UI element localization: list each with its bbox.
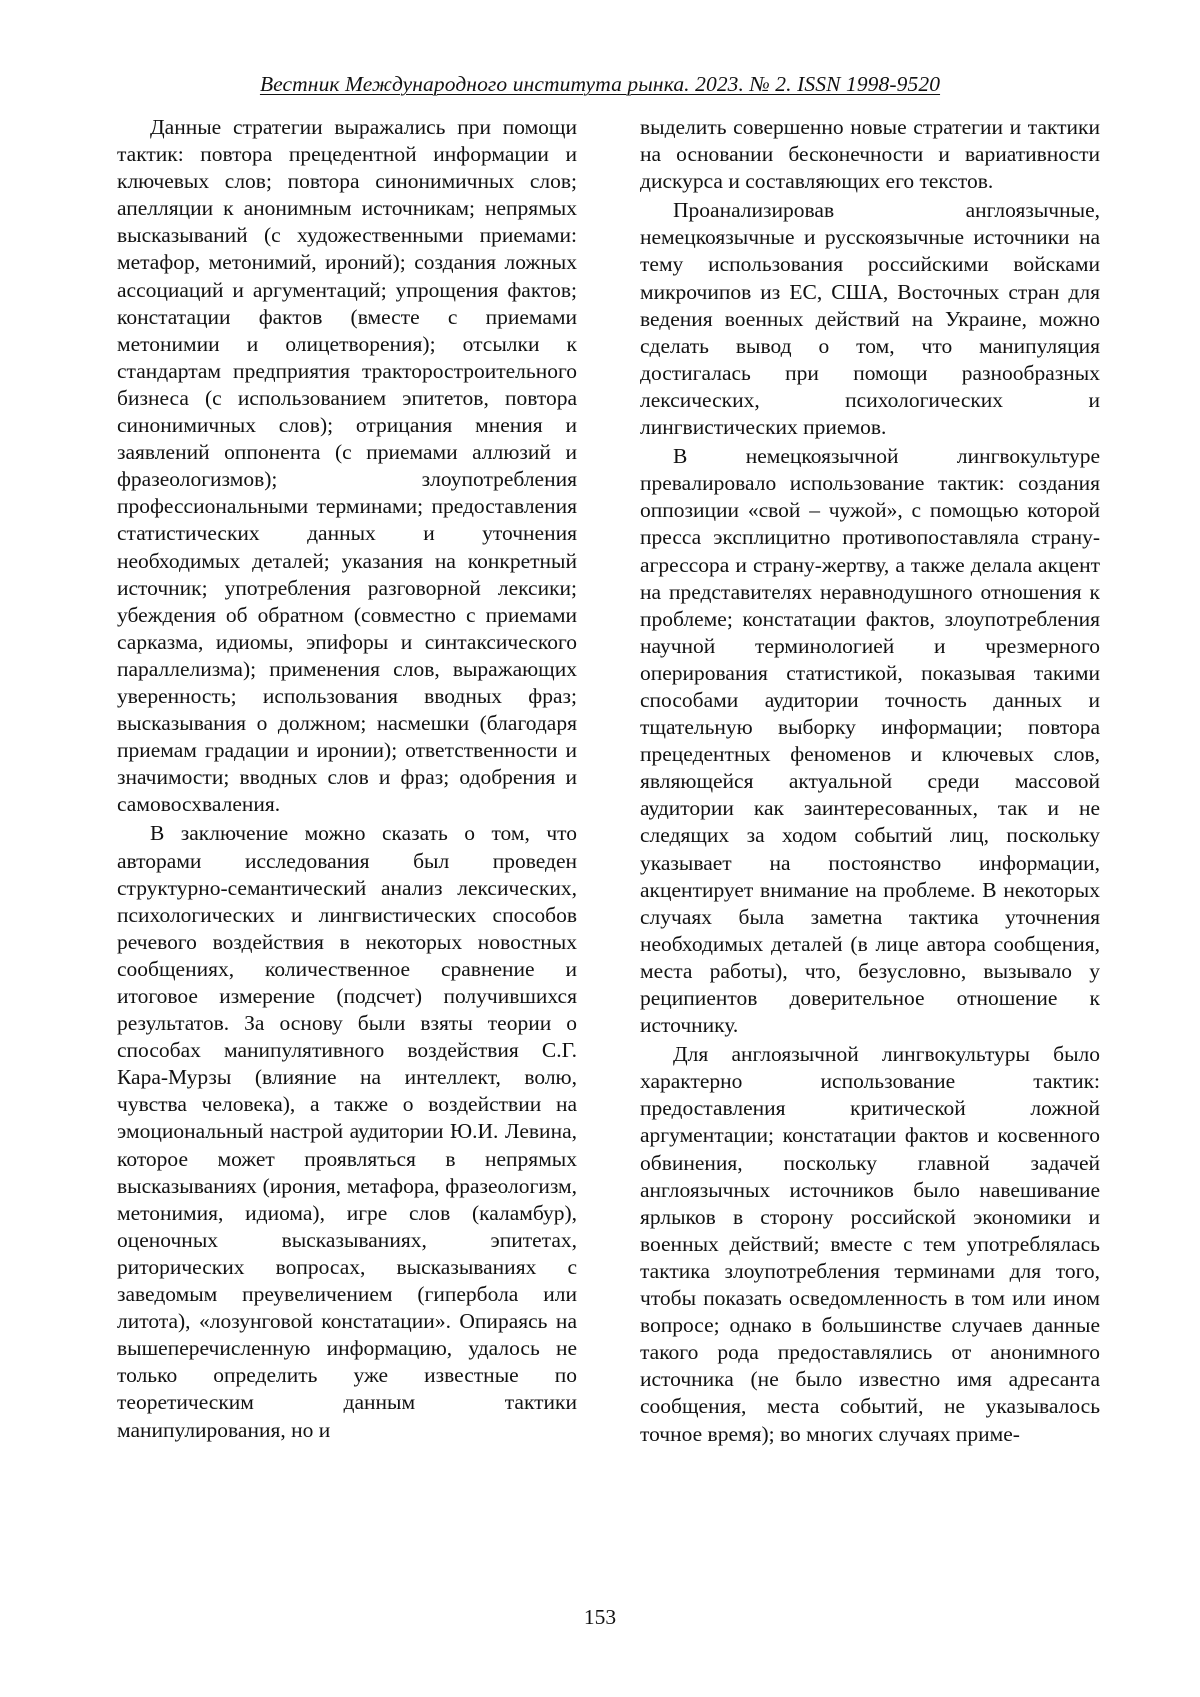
left-column [117,114,577,1446]
paragraph-german-linguoculture: В немецкоязычной лингвокультуре превалировало использование тактик: создания оппозиции «свой – чужой», с помощью которой пресса эксплицитно противопоставляла страну-агрессора и страну-жертву, а также делала акцент на представителях неравнодушного отношения к проблеме; констатации фактов, злоупотребления научной терминологией и чрезмерного оперирования статистикой, показывая такими способами аудитории точность данных и тщательную выборку информации; повтора прецедентных феноменов и ключевых слов, являющейся актуальной среди массовой аудитории как заинтересованных, так и не следящих за ходом событий лиц, поскольку указывает на постоянство информации, акцентирует внимание на проблеме. В некоторых случаях была заметна тактика уточнения необходимых деталей (в лице автора сообщения, места работы), что, безусловно, вызывало у реципиентов доверительное отношение к источнику. [640,444,1100,1038]
paragraph-english-linguoculture: Для англоязычной лингвокультуры было характерно использование тактик: предоставления критической ложной аргументации; констатации фактов и косвенного обвинения, поскольку главной задачей англоязычных источников было навешивание ярлыков в сторону российской экономики и военных действий; вместе с тем употреблялась тактика злоупотребления терминами для того, чтобы показать осведомленность в том или ином вопросе; однако в большинстве случаев данные такого рода предоставлялись от анонимного источника (не было известно имя адресанта сообщения, места событий, не указывалось точное время); во многих случаях приме- [640,1042,1100,1446]
page-number: 153 [583,1605,617,1629]
paragraph-conclusion: В заключение можно сказать о том, что авторами исследования был проведен структурно-семантический анализ лексических, психологических и лингвистических способов речевого воздействия в некоторых новостных сообщениях, количественное сравнение и итоговое измерение (подсчет) получившихся результатов. За основу были взяты теории о способах манипулятивного воздействия С.Г. Кара-Мурзы (влияние на интеллект, волю, чувства человека), а также о воздействии на эмоциональный настрой аудитории Ю.И. Левина, которое может проявляться в непрямых высказываниях (ирония, метафора, фразеологизм, метонимия, идиома), игре слов (каламбур), оценочных высказываниях, эпитетах, риторических вопросах, высказываниях с заведомым преувеличением (гипербола или литота), «лозунговой констатации». Опираясь на вышеперечисленную информацию, удалось не только определить уже известные по теоретическим данным тактики манипулирования, но и [117,821,577,1442]
paragraph-continuation: выделить совершенно новые стратегии и тактики на основании бесконечности и вариативности дискурса и составляющих его текстов. [640,115,1100,194]
right-column [640,114,1100,1450]
paragraph-sources-analysis: Проанализировав англоязычные, немецкоязычные и русскоязычные источники на тему использования российскими войсками микрочипов из ЕС, США, Восточных стран для ведения военных действий на Украине, можно сделать вывод о том, что манипуляция достигалась при помощи разнообразных лексических, психологических и лингвистических приемов. [640,198,1100,440]
paragraph-strategies-tactics: Данные стратегии выражались при помощи тактик: повтора прецедентной информации и ключевых слов; повтора синонимичных слов; апелляции к анонимным источникам; непрямых высказываний (с художественными приемами: метафор, метонимий, ироний); создания ложных ассоциаций и аргументаций; упрощения фактов; констатации фактов (вместе с приемами метонимии и олицетворения); отсылки к стандартам предприятия тракторостроительного бизнеса (с использованием эпитетов, повтора синонимичных слов); отрицания мнения и заявлений оппонента (с приемами аллюзий и фразеологизмов); злоупотребления профессиональными терминами; предоставления статистических данных и уточнения необходимых деталей; указания на конкретный источник; употребления разговорной лексики; убеждения об обратном (совместно с приемами сарказма, идиомы, эпифоры и синтаксического параллелизма); применения слов, выражающих уверенность; использования вводных фраз; высказывания о должном; насмешки (благодаря приемам градации и иронии); ответственности и значимости; вводных слов и фраз; одобрения и самовосхваления. [117,115,577,817]
running-header: Вестник Международного института рынка. 2023. № 2. ISSN 1998-9520 [259,72,941,96]
